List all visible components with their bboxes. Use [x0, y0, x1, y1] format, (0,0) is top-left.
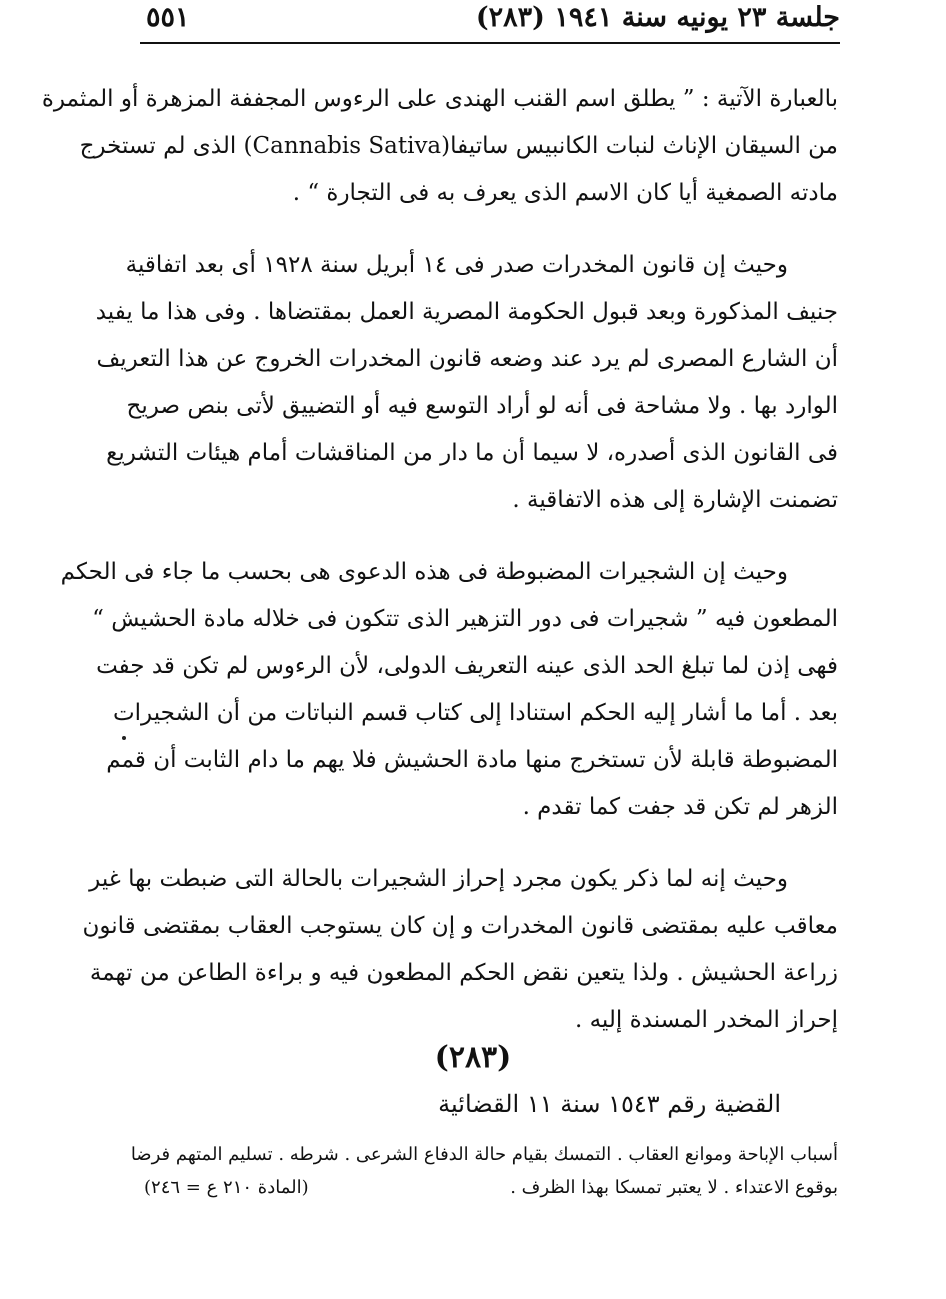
summary-text: بوقوع الاعتداء . لا يعتبر تمسكا بهذا الظرف . — [510, 1177, 838, 1198]
text-line: وحيث إن قانون المخدرات صدر فى ١٤ أبريل سنة ١٩٢٨ أى بعد اتفاقية — [125, 252, 788, 278]
text-line: إحراز المخدر المسندة إليه . — [574, 1007, 838, 1033]
summary-line: أسباب الإباحة وموانع العقاب . التمسك بقيام حالة الدفاع الشرعى . شرطه . تسليم المتهم فرضا — [130, 1144, 838, 1165]
text-line: زراعة الحشيش . ولذا يتعين نقض الحكم المطعون فيه و براءة الطاعن من تهمة — [89, 960, 838, 986]
text-line: بعد . أما ما أشار إليه الحكم استنادا إلى كتاب قسم النباتات من أن الشجيرات — [113, 700, 838, 726]
text-line: الوارد بها . ولا مشاحة فى أنه لو أراد التوسع فيه أو التضييق لأتى بنص صريح — [126, 393, 838, 419]
case-number: (٢٨٣) — [434, 1040, 512, 1075]
text-line: فى القانون الذى أصدره، لا سيما أن ما دار من المناقشات أمام هيئات التشريع — [106, 440, 838, 466]
text-line: المضبوطة قابلة لأن تستخرج منها مادة الحشيش فلا يهم ما دام الثابت أن قمم — [106, 747, 838, 773]
text-line: من السيقان الإناث لنبات الكانبيس ساتيفا(Cannabis Sativa) الذى لم تستخرج — [79, 133, 838, 159]
paragraph-1 — [41, 76, 838, 217]
body-text — [41, 76, 838, 1069]
paragraph-3 — [60, 549, 838, 831]
page-number: ٥٥١ — [146, 2, 190, 33]
ink-dot — [122, 736, 126, 740]
text-line: جنيف المذكورة وبعد قبول الحكومة المصرية العمل بمقتضاها . وفى هذا ما يفيد — [95, 299, 838, 325]
text-line: الزهر لم تكن قد جفت كما تقدم . — [522, 794, 838, 820]
page-header — [140, 0, 840, 44]
text-line: فهى إذن لما تبلغ الحد الذى عينه التعريف الدولى، لأن الرءوس لم تكن قد جفت — [96, 653, 838, 679]
text-line: مادته الصمغية أيا كان الاسم الذى يعرف به فى التجارة “ . — [292, 180, 838, 206]
text-line: تضمنت الإشارة إلى هذه الاتفاقية . — [512, 487, 838, 513]
text-line: المطعون فيه ” شجيرات فى دور التزهير الذى تتكون فى خلاله مادة الحشيش “ — [92, 606, 838, 632]
case-summary — [130, 1138, 838, 1204]
text-line: وحيث إن الشجيرات المضبوطة فى هذه الدعوى هى بحسب ما جاء فى الحكم — [60, 559, 788, 585]
paragraph-4 — [82, 856, 838, 1044]
paragraph-2 — [95, 242, 838, 524]
article-reference: (المادة ٢١٠ ع = ٢٤٦) — [144, 1177, 309, 1198]
case-reference: القضية رقم ١٥٤٣ سنة ١١ القضائية — [438, 1090, 781, 1118]
header-title: جلسة ٢٣ يونيه سنة ١٩٤١ (٢٨٣) — [475, 2, 840, 33]
summary-line-2 — [140, 1171, 838, 1204]
text-line: بالعبارة الآتية : ” يطلق اسم القنب الهندى على الرءوس المجففة المزهرة أو المثمرة — [41, 86, 838, 112]
text-line: أن الشارع المصرى لم يرد عند وضعه قانون المخدرات الخروج عن هذا التعريف — [96, 346, 838, 372]
text-line: وحيث إنه لما ذكر يكون مجرد إحراز الشجيرات بالحالة التى ضبطت بها غير — [89, 866, 788, 892]
text-line: معاقب عليه بمقتضى قانون المخدرات و إن كان يستوجب العقاب بمقتضى قانون — [82, 913, 838, 939]
